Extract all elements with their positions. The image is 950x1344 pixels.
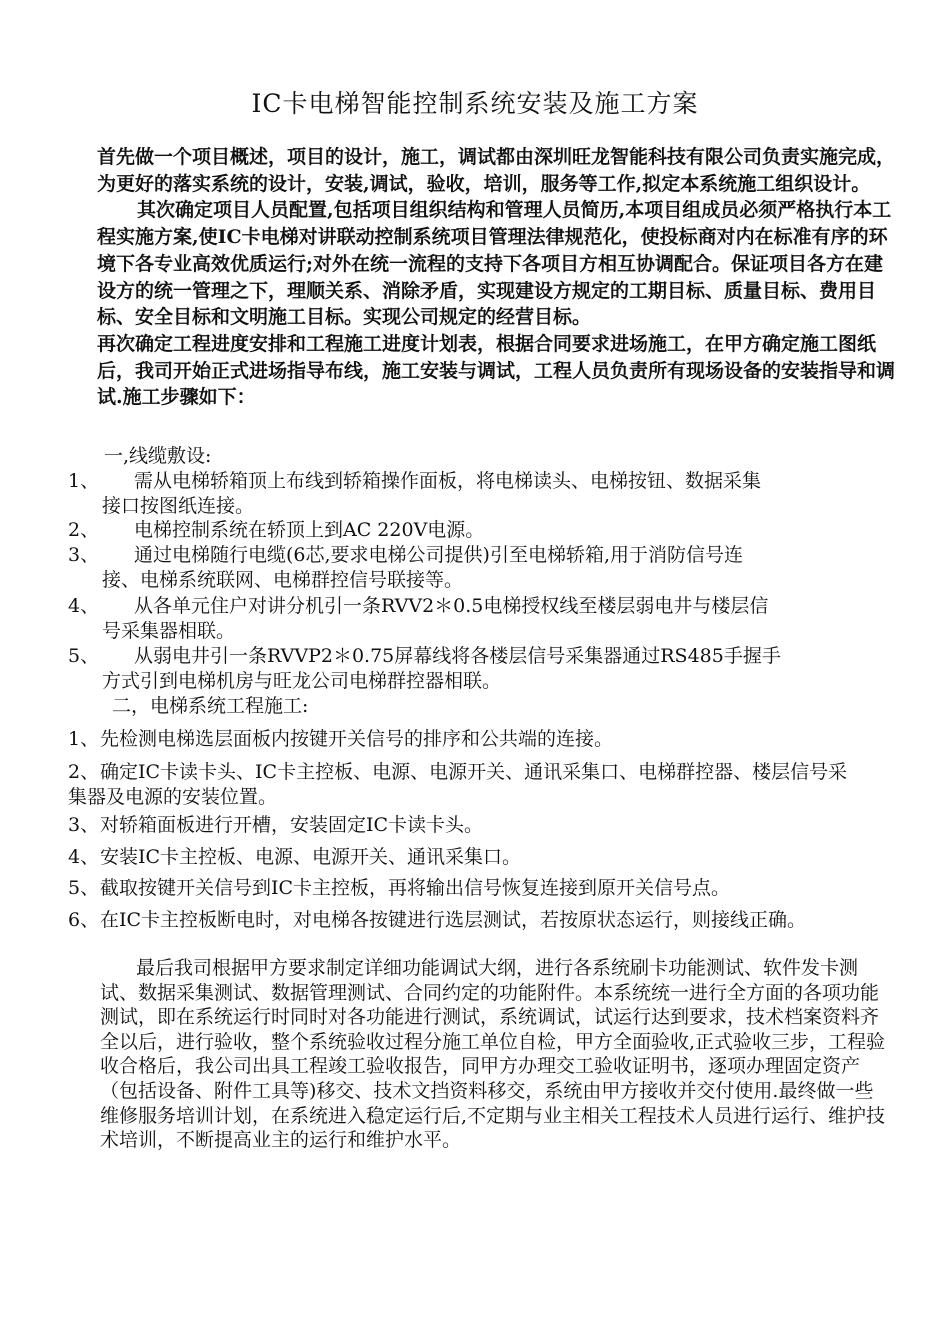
intro-paragraph-1: 首先做一个项目概述，项目的设计，施工，调试都由深圳旺龙智能科技有限公司负责实施完成，为更好的落实系统的设计，安装,调试，验收，培训，服务等工作,拟定本系统施工组织设计。 [97, 146, 896, 195]
item-text-line2: 接、电梯系统联网、电梯群控信号联接等。 [102, 568, 464, 591]
item-number: 6、 [68, 909, 100, 931]
closing-block [100, 956, 886, 1153]
item-text-line1: 电梯控制系统在轿顶上到AC 220V电源。 [134, 519, 485, 541]
item-text-line2: 方式引到电梯机房与旺龙公司电梯群控器相联。 [102, 669, 502, 692]
item-text: 在IC卡主控板断电时，对电梯各按键进行选层测试，若按原状态运行，则接线正确。 [100, 909, 807, 931]
item-text-line1: 需从电梯轿箱顶上布线到轿箱操作面板，将电梯读头、电梯按钮、数据采集 [134, 470, 762, 492]
section2-heading: 二，电梯系统工程施工: [112, 695, 309, 717]
item-number: 2、 [68, 761, 100, 783]
item-text: 对轿箱面板进行开槽，安装固定IC卡读卡头。 [100, 814, 484, 836]
item-number: 3、 [68, 544, 100, 566]
item-text-line2: 接口按图纸连接。 [102, 494, 255, 517]
document-title: IC卡电梯智能控制系统安装及施工方案 [251, 89, 699, 118]
item-number: 2、 [68, 519, 100, 541]
item-number: 4、 [68, 846, 100, 868]
item-text: 安装IC卡主控板、电源、电源开关、通讯采集口。 [100, 846, 522, 868]
item-number: 5、 [68, 877, 100, 899]
item-text-line1: 从各单元住户对讲分机引一条RVV2＊0.5电梯授权线至楼层弱电井与楼层信 [134, 595, 769, 617]
intro-paragraph-3: 再次确定工程进度安排和工程施工进度计划表，根据合同要求进场施工，在甲方确定施工图纸后，我司开始正式进场指导布线，施工安装与调试，工程人员负责所有现场设备的安装指导和调试.施工步骤如下： [97, 332, 896, 409]
section1-heading: 一,线缆敷设: [104, 445, 212, 467]
item-text-line1: 通过电梯随行电缆(6芯,要求电梯公司提供)引至电梯轿箱,用于消防信号连 [134, 544, 743, 566]
item-text: 截取按键开关信号到IC卡主控板，再将输出信号恢复连接到原开关信号点。 [100, 877, 731, 899]
item-text-line1: 从弱电井引一条RVVP2＊0.75屏幕线将各楼层信号采集器通过RS485手握手 [134, 645, 781, 667]
item-number: 1、 [68, 470, 100, 492]
item-text-line2: 号采集器相联。 [102, 619, 236, 642]
item-number: 3、 [68, 814, 100, 836]
intro-paragraph-2: 其次确定项目人员配置,包括项目组织结构和管理人员简历,本项目组成员必须严格执行本工程实施方案,使IC卡电梯对讲联动控制系统项目管理法律规范化，使投标商对内在标准有序的环境下各专业高效优质运行;对外在统一流程的支持下各项目方相互协调配合。保证项目各方在建设方的统一管理之下，理顺关系、消除矛盾，实现建设方规定的工期目标、质量目标、费用目标、安全目标和文明施工目标。实现公司规定的经营目标。 [97, 199, 892, 329]
item-text: 先检测电梯选层面板内按键开关信号的排序和公共端的连接。 [100, 728, 614, 750]
item-text: 确定IC卡读卡头、IC卡主控板、电源、电源开关、通讯采集口、电梯群控器、楼层信号采集器及电源的安装位置。 [68, 761, 848, 808]
item-number: 4、 [68, 595, 100, 617]
intro-block [97, 144, 897, 411]
item-number: 1、 [68, 728, 100, 750]
closing-paragraph: 最后我司根据甲方要求制定详细功能调试大纲，进行各系统刷卡功能测试、软件发卡测试、数据采集测试、数据管理测试、合同约定的功能附件。本系统统一进行全方面的各项功能测试，即在系统运行时同时对各功能进行测试，系统调试，试运行达到要求，技术档案资料齐全以后，进行验收，整个系统验收过程分施工单位自检，甲方全面验收,正式验收三步，工程验收合格后，我公司出具工程竣工验收报告，同甲方办理交工验收证明书，逐项办理固定资产（包括设备、附件工具等)移交、技术文挡资料移交，系统由甲方接收并交付使用.最终做一些维修服务培训计划，在系统进入稳定运行后,不定期与业主相关工程技术人员进行运行、维护技术培训，不断提高业主的运行和维护水平。 [100, 957, 886, 1152]
item-number: 5、 [68, 645, 100, 667]
